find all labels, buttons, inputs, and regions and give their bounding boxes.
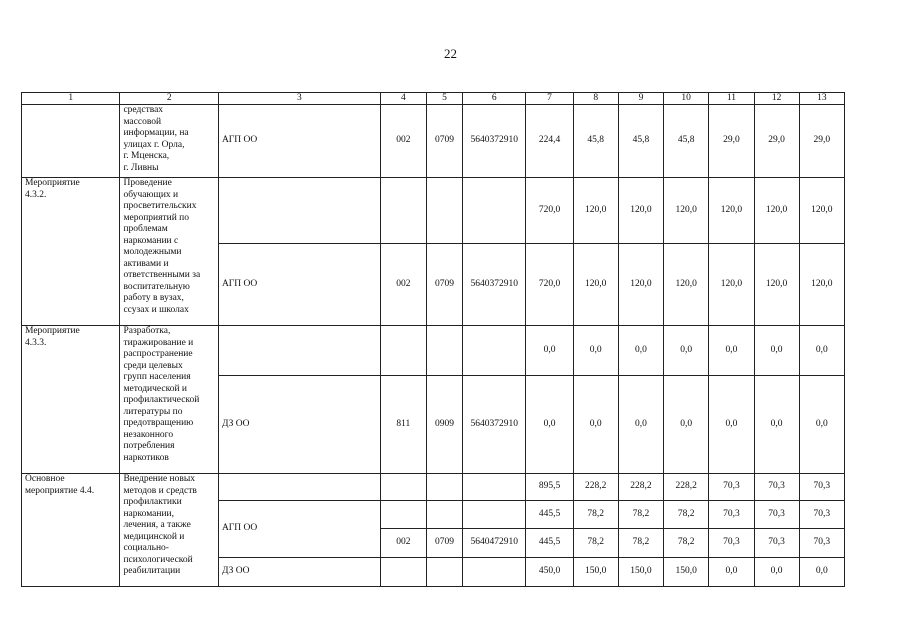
executor-cell: АГП ОО xyxy=(218,105,380,178)
table-row xyxy=(22,105,845,178)
value-cell: 150,0 xyxy=(573,558,618,587)
event-name-cell: Внедрение новых методов и средств профилактики наркомании, лечения, а также медицинской и социально- психологической реабилитации xyxy=(120,474,218,587)
value-cell: 0,0 xyxy=(709,376,754,474)
event-label-cell: Основное мероприятие 4.4. xyxy=(22,474,120,587)
value-cell: 0,0 xyxy=(526,376,573,474)
code-cell xyxy=(463,501,526,529)
code-cell: 0709 xyxy=(426,105,462,178)
value-cell: 720,0 xyxy=(526,244,573,326)
col-header: 8 xyxy=(573,93,618,105)
value-cell: 0,0 xyxy=(618,326,663,376)
value-cell: 0,0 xyxy=(664,326,709,376)
code-cell xyxy=(463,474,526,501)
value-cell: 78,2 xyxy=(618,529,663,558)
value-cell: 78,2 xyxy=(618,501,663,529)
value-cell: 120,0 xyxy=(709,178,754,244)
value-cell: 70,3 xyxy=(754,501,799,529)
value-cell: 70,3 xyxy=(709,529,754,558)
value-cell: 70,3 xyxy=(754,474,799,501)
value-cell: 70,3 xyxy=(799,501,844,529)
event-name-cell: Разработка, тиражирование и распространение среди целевых групп населения методической и профилактической литературы по предотвращению незаконного потребления наркотиков xyxy=(120,326,218,474)
value-cell: 0,0 xyxy=(573,326,618,376)
code-cell xyxy=(380,474,426,501)
table-row xyxy=(22,326,845,376)
value-cell: 78,2 xyxy=(573,501,618,529)
value-cell: 150,0 xyxy=(664,558,709,587)
value-cell: 120,0 xyxy=(573,178,618,244)
code-cell xyxy=(380,178,426,244)
col-header: 4 xyxy=(380,93,426,105)
value-cell: 0,0 xyxy=(709,326,754,376)
code-cell xyxy=(426,558,462,587)
code-cell xyxy=(380,501,426,529)
value-cell: 0,0 xyxy=(709,558,754,587)
value-cell: 0,0 xyxy=(526,326,573,376)
col-header: 12 xyxy=(754,93,799,105)
code-cell xyxy=(380,558,426,587)
value-cell: 445,5 xyxy=(526,529,573,558)
code-cell: 5640472910 xyxy=(463,529,526,558)
code-cell: 0909 xyxy=(426,376,462,474)
event-label-cell: Мероприятие 4.3.2. xyxy=(22,178,120,326)
code-cell xyxy=(426,474,462,501)
executor-cell: АГП ОО xyxy=(218,244,380,326)
value-cell: 45,8 xyxy=(618,105,663,178)
value-cell: 150,0 xyxy=(618,558,663,587)
code-cell xyxy=(380,326,426,376)
col-header: 7 xyxy=(526,93,573,105)
executor-cell xyxy=(218,326,380,376)
value-cell: 120,0 xyxy=(664,178,709,244)
code-cell: 002 xyxy=(380,244,426,326)
value-cell: 0,0 xyxy=(754,376,799,474)
value-cell: 228,2 xyxy=(664,474,709,501)
value-cell: 0,0 xyxy=(618,376,663,474)
code-cell: 0709 xyxy=(426,529,462,558)
value-cell: 78,2 xyxy=(573,529,618,558)
column-number-row xyxy=(22,93,845,105)
value-cell: 120,0 xyxy=(754,244,799,326)
value-cell: 0,0 xyxy=(664,376,709,474)
value-cell: 120,0 xyxy=(618,244,663,326)
col-header: 3 xyxy=(218,93,380,105)
value-cell: 78,2 xyxy=(664,501,709,529)
col-header: 6 xyxy=(463,93,526,105)
value-cell: 120,0 xyxy=(664,244,709,326)
value-cell: 29,0 xyxy=(799,105,844,178)
code-cell: 002 xyxy=(380,529,426,558)
page-number: 22 xyxy=(444,46,457,61)
value-cell: 29,0 xyxy=(754,105,799,178)
value-cell: 70,3 xyxy=(709,501,754,529)
table-row xyxy=(22,474,845,501)
code-cell: 0709 xyxy=(426,244,462,326)
value-cell: 120,0 xyxy=(799,178,844,244)
value-cell: 45,8 xyxy=(664,105,709,178)
code-cell: 5640372910 xyxy=(463,376,526,474)
value-cell: 120,0 xyxy=(618,178,663,244)
code-cell xyxy=(426,178,462,244)
value-cell: 120,0 xyxy=(573,244,618,326)
executor-cell xyxy=(218,178,380,244)
value-cell: 0,0 xyxy=(754,326,799,376)
code-cell xyxy=(463,558,526,587)
value-cell: 29,0 xyxy=(709,105,754,178)
value-cell: 120,0 xyxy=(799,244,844,326)
value-cell: 0,0 xyxy=(799,558,844,587)
executor-cell: АГП ОО xyxy=(218,501,380,558)
col-header: 2 xyxy=(120,93,218,105)
col-header: 1 xyxy=(22,93,120,105)
event-label-cell xyxy=(22,105,120,178)
value-cell: 78,2 xyxy=(664,529,709,558)
value-cell: 224,4 xyxy=(526,105,573,178)
code-cell: 5640372910 xyxy=(463,244,526,326)
executor-cell xyxy=(218,474,380,501)
value-cell: 70,3 xyxy=(799,474,844,501)
value-cell: 720,0 xyxy=(526,178,573,244)
value-cell: 228,2 xyxy=(618,474,663,501)
col-header: 11 xyxy=(709,93,754,105)
code-cell: 811 xyxy=(380,376,426,474)
value-cell: 450,0 xyxy=(526,558,573,587)
code-cell xyxy=(463,178,526,244)
value-cell: 70,3 xyxy=(709,474,754,501)
event-name-cell: Проведение обучающих и просветительских мероприятий по проблемам наркомании с молодежными активами и ответственными за воспитательную работу в вузах, ссузах и школах xyxy=(120,178,218,326)
table-row xyxy=(22,178,845,244)
col-header: 9 xyxy=(618,93,663,105)
code-cell: 002 xyxy=(380,105,426,178)
value-cell: 120,0 xyxy=(709,244,754,326)
value-cell: 45,8 xyxy=(573,105,618,178)
value-cell: 0,0 xyxy=(754,558,799,587)
value-cell: 0,0 xyxy=(799,326,844,376)
value-cell: 895,5 xyxy=(526,474,573,501)
event-name-cell: средствах массовой информации, на улицах г. Орла, г. Мценска, г. Ливны xyxy=(120,105,218,178)
executor-cell: ДЗ ОО xyxy=(218,376,380,474)
col-header: 13 xyxy=(799,93,844,105)
col-header: 5 xyxy=(426,93,462,105)
col-header: 10 xyxy=(664,93,709,105)
value-cell: 445,5 xyxy=(526,501,573,529)
code-cell xyxy=(426,501,462,529)
budget-table xyxy=(21,92,845,587)
code-cell: 5640372910 xyxy=(463,105,526,178)
value-cell: 0,0 xyxy=(573,376,618,474)
value-cell: 70,3 xyxy=(799,529,844,558)
event-label-cell: Мероприятие 4.3.3. xyxy=(22,326,120,474)
code-cell xyxy=(426,326,462,376)
executor-cell: ДЗ ОО xyxy=(218,558,380,587)
value-cell: 228,2 xyxy=(573,474,618,501)
value-cell: 120,0 xyxy=(754,178,799,244)
value-cell: 0,0 xyxy=(799,376,844,474)
value-cell: 70,3 xyxy=(754,529,799,558)
code-cell xyxy=(463,326,526,376)
